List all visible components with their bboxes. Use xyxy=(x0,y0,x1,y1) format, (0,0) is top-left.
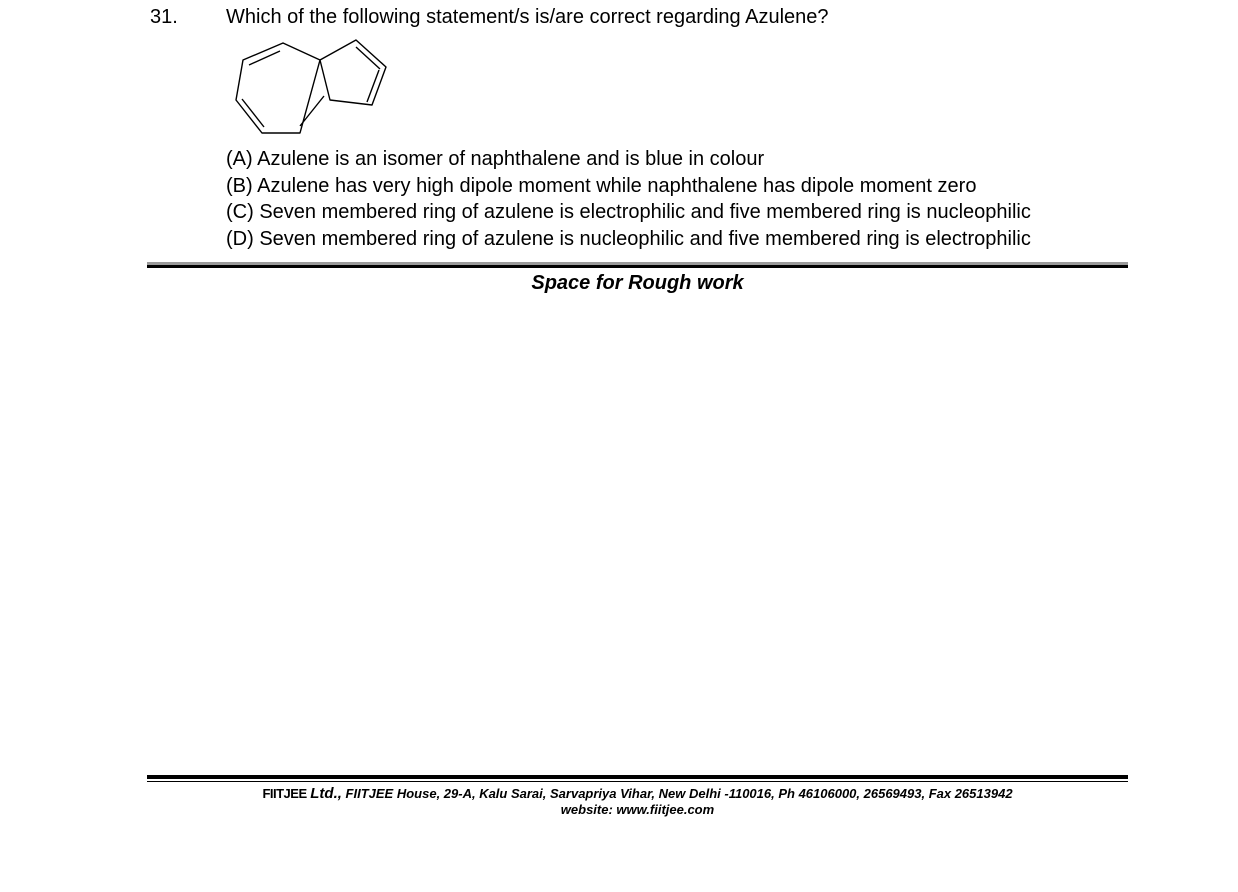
footer-brand: FIITJEE xyxy=(262,786,307,801)
question-number: 31. xyxy=(150,6,178,28)
footer xyxy=(147,786,1128,818)
option-a: (A) Azulene is an isomer of naphthalene and is blue in colour xyxy=(226,148,765,170)
footer-website: website: www.fiitjee.com xyxy=(560,802,715,817)
azulene-structure xyxy=(230,36,395,141)
option-c: (C) Seven membered ring of azulene is electrophilic and five membered ring is nucleophilic xyxy=(226,201,1031,223)
footer-address: FIITJEE House, 29-A, Kalu Sarai, Sarvapriya Vihar, New Delhi -110016, Ph 46106000, 26569493, Fax 26513942 xyxy=(345,786,1013,801)
divider-bottom xyxy=(147,775,1128,783)
answer-options xyxy=(226,146,1031,252)
divider-top xyxy=(147,262,1128,268)
rough-work-label: Space for Rough work xyxy=(531,272,744,294)
footer-address-line xyxy=(147,786,1128,802)
option-d: (D) Seven membered ring of azulene is nucleophilic and five membered ring is electrophilic xyxy=(226,227,1031,250)
question-text: Which of the following statement/s is/are correct regarding Azulene? xyxy=(226,6,829,28)
option-b: (B) Azulene has very high dipole moment while naphthalene has dipole moment zero xyxy=(226,174,977,197)
footer-ltd: Ltd., xyxy=(310,785,342,802)
